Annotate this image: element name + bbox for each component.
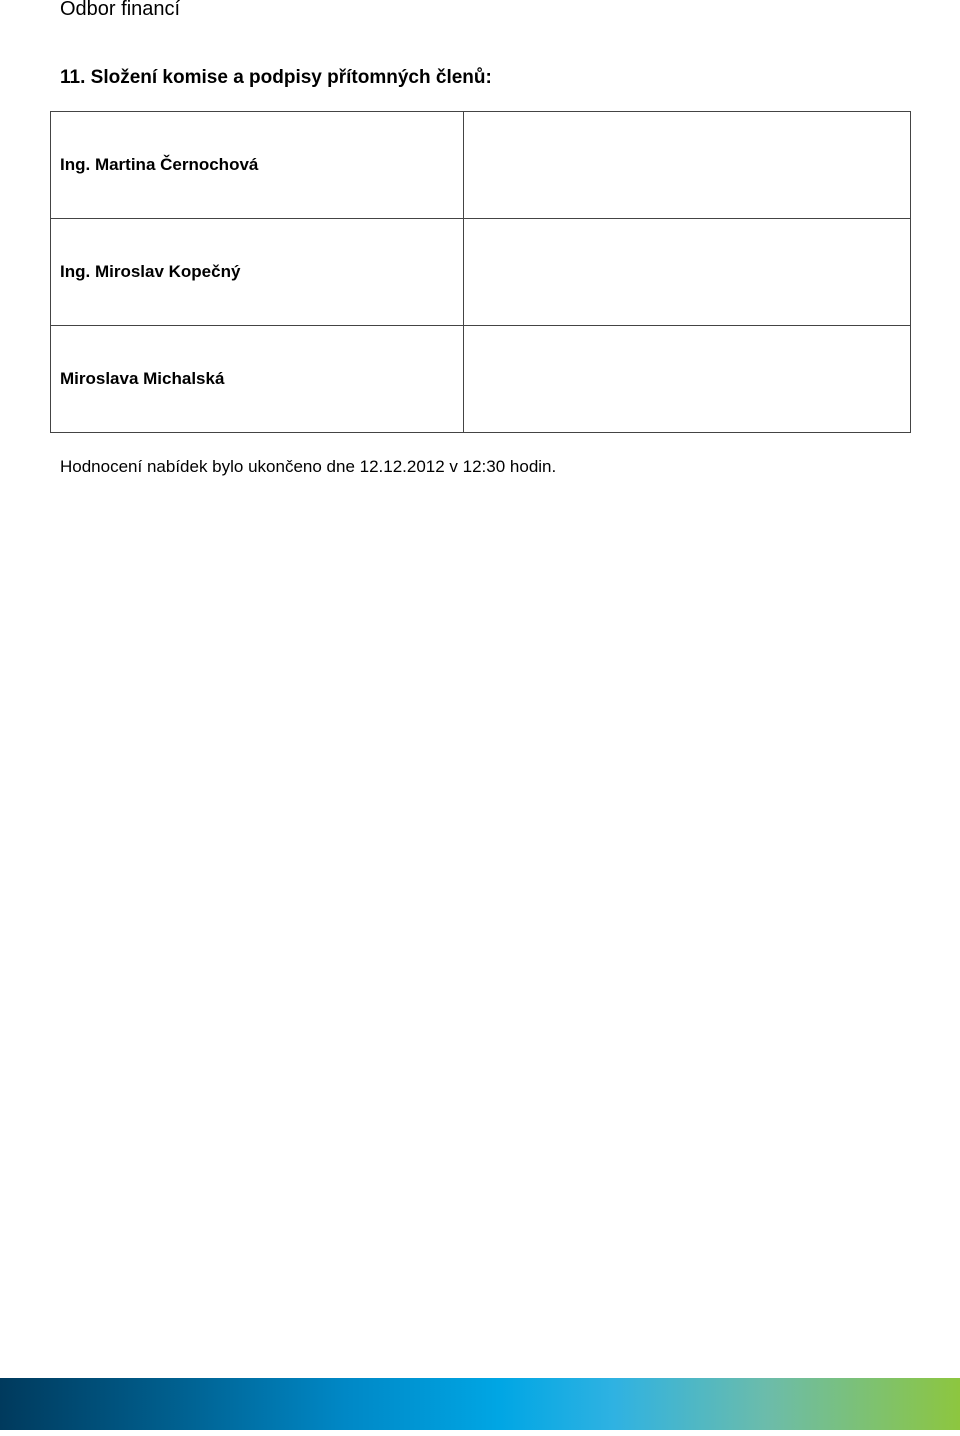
department-header: Odbor financí bbox=[60, 0, 181, 20]
signature-cell bbox=[464, 112, 911, 219]
member-name: Miroslava Michalská bbox=[51, 326, 464, 433]
member-name: Ing. Miroslav Kopečný bbox=[51, 219, 464, 326]
table-row bbox=[51, 326, 911, 433]
footer-gradient-bar bbox=[0, 1378, 960, 1430]
table-row bbox=[51, 219, 911, 326]
committee-members-table bbox=[50, 111, 911, 433]
closing-note: Hodnocení nabídek bylo ukončeno dne 12.12.2012 v 12:30 hodin. bbox=[60, 457, 557, 476]
signature-cell bbox=[464, 219, 911, 326]
signature-cell bbox=[464, 326, 911, 433]
member-name: Ing. Martina Černochová bbox=[51, 112, 464, 219]
section-heading: 11. Složení komise a podpisy přítomných členů: bbox=[60, 67, 492, 88]
table-row bbox=[51, 112, 911, 219]
